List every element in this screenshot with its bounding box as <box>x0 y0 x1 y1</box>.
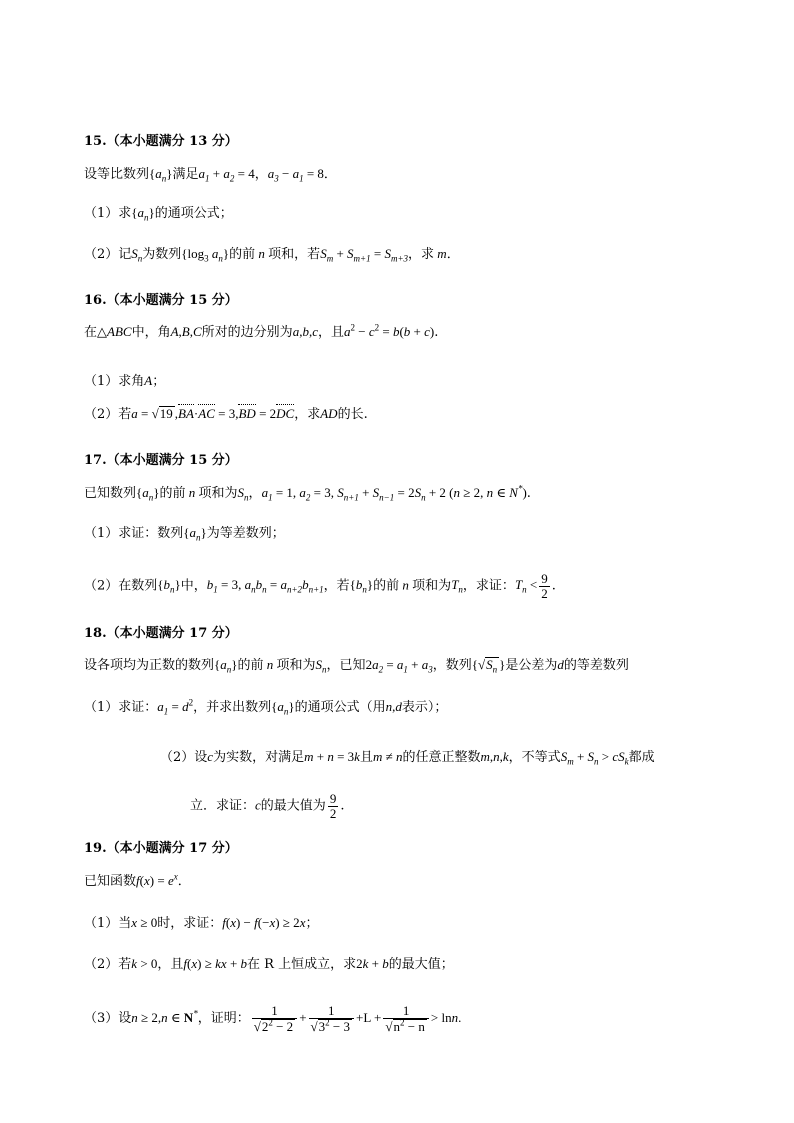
problem-17-heading: 17.（本小题满分 15 分） <box>84 453 238 468</box>
problem-19-heading: 19.（本小题满分 17 分） <box>84 841 238 856</box>
problem-19-part-1: （1）当x ≥ 0时，求证：f(x) − f(−x) ≥ 2x； <box>84 915 319 931</box>
problem-19-part-2: （2）若k > 0，且f(x) ≥ kx + b在 R 上恒成立，求2k + b的最大值； <box>84 956 454 972</box>
problem-19-statement: 已知函数$f(x) = e^x$． <box>84 871 191 889</box>
problem-16-part-2: （2）若a = √19 ,BA·AC = 3,BD = 2DC，求AD的长. <box>84 406 368 422</box>
problem-15-statement: 设等比数列$\{a_n\}$满足$a_1 + a_2 = 4$，$a_3 - a_1 = 8$． <box>84 166 337 184</box>
problem-18-part-2: （2）设c为实数，对满足m + n = 3k且m ≠ n的任意正整数m,n,k，不等式$S_m + S_n > cS_k$都成 <box>160 749 655 767</box>
problem-18-heading: 18.（本小题满分 17 分） <box>84 626 238 641</box>
problem-18-part-2-cont: 立．求证：c的最大值为 $\frac{9}{2}$ . <box>190 791 345 821</box>
problem-19-part-3: （3）设n ≥ 2,n ∈ N*，证明： $\frac{1}{√2^2 - 2}$ + $\frac{1}{√3^2 - 3}$ +L + $\frac{1}{√n^2 - n}$ > lnn. <box>84 1003 462 1035</box>
problem-17-part-1: （1）求证：数列$\{a_n\}$为等差数列； <box>84 525 285 543</box>
problem-16-heading: 16.（本小题满分 15 分） <box>84 293 238 308</box>
problem-15-part-1: （1）求$\{a_n\}$的通项公式； <box>84 205 233 223</box>
problem-16-statement: 在△ABC中，角A,B,C所对的边分别为a,b,c，且$a^2 - c^2 = b(b + c)$. <box>84 322 439 340</box>
problem-16-part-1: （1）求角A； <box>84 373 166 389</box>
problem-18-statement: 设各项均为正数的数列$\{a_n\}$的前 n 项和为$S_n$，已知$2a_2 = a_1 + a_3$，数列{$√S_n$ }是公差为d的等差数列 <box>84 657 629 675</box>
problem-15-part-2: （2）记$S_n$为数列{$\log_3$ $a_n$}的前 n 项和，若$S_m + S_{m+1} = S_{m+3}$，求 m． <box>84 246 460 264</box>
problem-15-heading: 15.（本小题满分 13 分） <box>84 134 238 149</box>
problem-18-part-1: （1）求证：$a_1 = d^2$，并求出数列$\{a_n\}$的通项公式（用n,d表示）； <box>84 697 448 717</box>
problem-17-part-2: （2）在数列$\{b_n\}$中，$b_1 = 3$, $a_nb_n = a_{n+2}b_{n+1}$，若$\{b_n\}$的前 n 项和为$T_n$，求证：$T_n$ < $\frac{9}{2}$ . <box>84 571 556 601</box>
problem-17-statement: 已知数列$\{a_n\}$的前 n 项和为$S_n$，$a_1 = 1$, $a_2 = 3$, $S_{n+1} + S_{n-1} = 2S_n + 2$ (n ≥ 2, n ∈ N*). <box>84 483 531 503</box>
